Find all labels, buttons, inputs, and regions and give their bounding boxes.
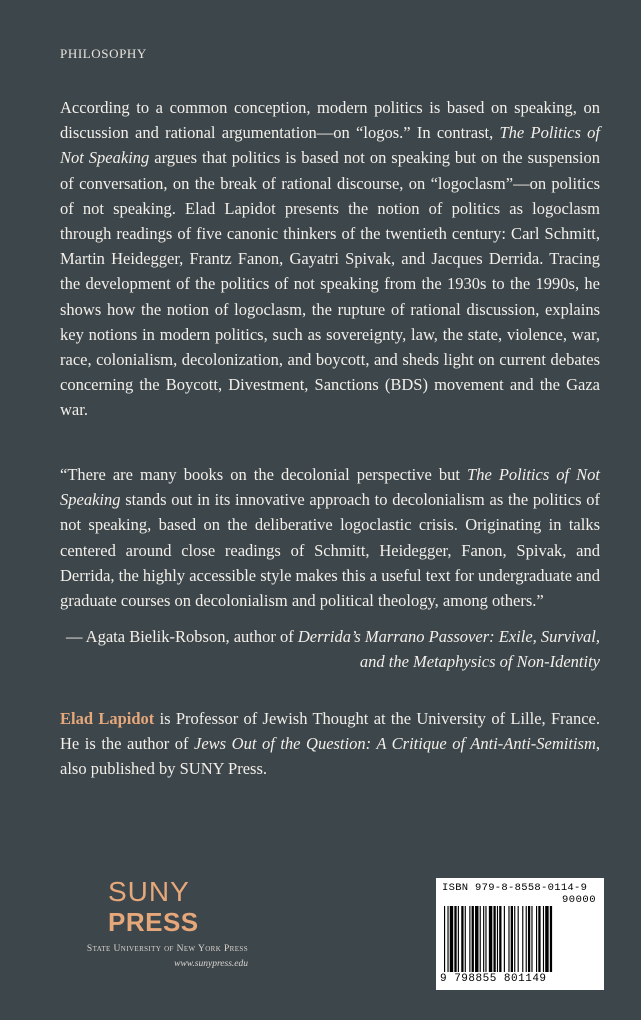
attribution-prefix: — Agata Bielik-Robson, author of (65, 627, 298, 646)
publisher-full-name: State University of New York Press (86, 944, 248, 954)
barcode-bar (454, 906, 456, 972)
logo-suny: SUNY (108, 876, 190, 907)
barcode-bar (472, 906, 474, 972)
barcode-bar (447, 906, 448, 972)
publisher-url: www.sunypress.edu (174, 959, 248, 969)
barcode-bar (497, 906, 498, 972)
barcode-bar (528, 906, 530, 972)
bio-text-1: is Professor of Jewish Thought at the University of Lille, France. He is the author of (60, 709, 600, 754)
barcode-bar (536, 906, 537, 972)
bio-text-2: , also published by SUNY Press. (60, 734, 600, 779)
author-bio (60, 706, 600, 782)
barcode-bar (450, 906, 453, 972)
quote-part-2: stands out in its innovative approach to decolonialism as the politics of not speaking, based on the deliberative logoclastic crisis. Originating in talks centered around close readings of Schmitt, Heidegger, Fanon, Spivak, and Derrida, the highly accessible style makes this a useful text for undergraduate and graduate courses on decolonialism and political theology, among others.” (60, 490, 600, 611)
description-part-2: argues that politics is based not on speaking but on the suspension of conversation, on the break of rational discourse, on “logoclasm”—on politics of not speaking. Elad Lapidot presents the notion of politics as logoclasm through readings of five canonic thinkers of the twentieth century: Carl Schmitt, Martin Heidegger, Frantz Fanon, Gayatri Spivak, and Jacques Derrida. Tracing the development of the politics of not speaking from the 1930s to the 1990s, he shows how the notion of logoclasm, the rupture of rational discussion, explains key notions in modern politics, such as sovereignty, law, the state, violence, war, race, colonialism, decolonization, and boycott, and sheds light on current debates concerning the Boycott, Divestment, Sanctions (BDS) movement and the Gaza war. (60, 148, 600, 420)
quote-part-1: “There are many books on the decolonial perspective but (60, 465, 468, 484)
barcode-bar (504, 906, 505, 972)
barcode-bar (514, 906, 515, 972)
barcode-bar (458, 906, 459, 972)
barcode-bar (545, 906, 548, 972)
barcode-bar (499, 906, 501, 972)
barcode-panel (436, 878, 604, 990)
barcode-bar (475, 906, 478, 972)
barcode-bar (526, 906, 527, 972)
attribution-book-line-2: and the Metaphysics of Non-Identity (359, 652, 600, 672)
category-label: PHILOSOPHY (60, 46, 147, 61)
barcode-bar (489, 906, 492, 972)
bio-book-title: Jews Out of the Question: A Critique of Anti-Anti-Semitism (194, 734, 596, 754)
barcode-bar (493, 906, 495, 972)
barcode-bar (543, 906, 544, 972)
barcode-digits: 9 798855 801149 (440, 973, 547, 985)
barcode-bar (511, 906, 513, 972)
barcode-bars (444, 906, 596, 972)
barcode-bar (531, 906, 532, 972)
barcode-bar (485, 906, 486, 972)
description-part-1: According to a common conception, modern politics is based on speaking, on discussion and rational argumentation—on “logos.” In contrast, (60, 98, 600, 143)
quote-book-title: The Politics of Not Speaking (60, 465, 601, 510)
endorsement-quote (60, 462, 600, 613)
endorsement-attribution (60, 624, 600, 674)
barcode-bar (508, 906, 509, 972)
barcode-bar (483, 906, 484, 972)
barcode-bar (538, 906, 540, 972)
barcode-bar (465, 906, 466, 972)
barcode-bar (522, 906, 523, 972)
barcode-bar (480, 906, 481, 972)
barcode-bar (461, 906, 463, 972)
suny-press-logo (108, 878, 199, 935)
barcode-bar (444, 906, 445, 972)
price-code: 90000 (561, 894, 596, 906)
author-name: Elad Lapidot (60, 709, 155, 728)
logo-press: PRESS (108, 907, 199, 937)
barcode-bar (550, 906, 552, 972)
isbn-label: ISBN 979-8-8558-0114-9 (442, 882, 588, 894)
attribution-book-line-1: Derrida’s Marrano Passover: Exile, Survival, (297, 627, 600, 646)
description-book-title: The Politics of Not Speaking (60, 123, 600, 168)
barcode-bar (469, 906, 470, 972)
book-description (60, 95, 600, 423)
barcode-bar (518, 906, 519, 972)
